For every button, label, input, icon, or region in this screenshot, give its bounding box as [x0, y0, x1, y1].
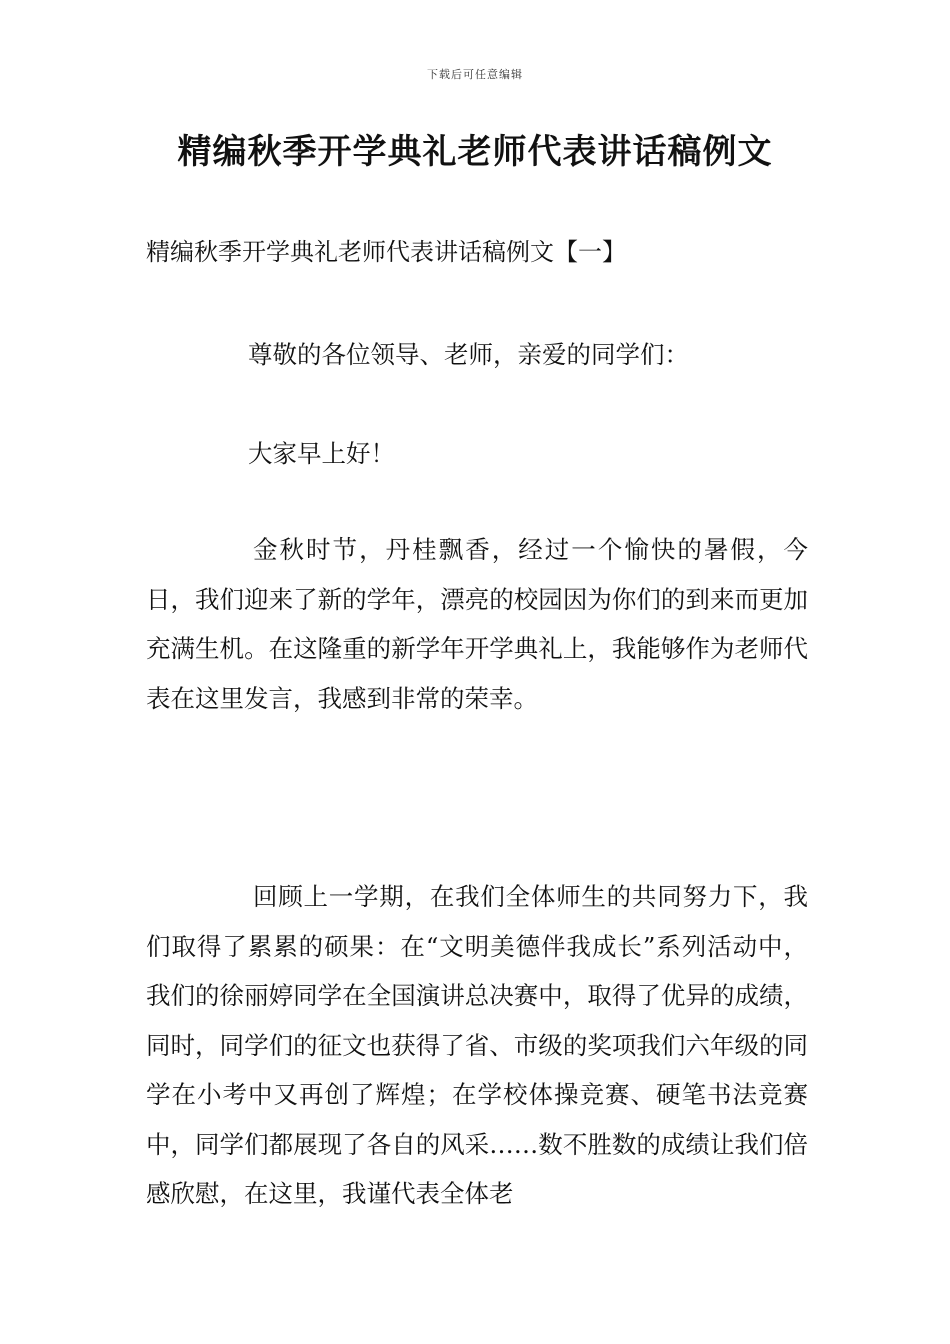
section-title: 精编秋季开学典礼老师代表讲话稿例文【一】: [146, 238, 626, 266]
header-note: 下载后可任意编辑: [427, 68, 523, 81]
paragraph-review: 回顾上一学期，在我们全体师生的共同努力下，我们取得了累累的硕果：在“文明美德伴我成长”系列活动中，我们的徐丽婷同学在全国演讲总决赛中，取得了优异的成绩，同时，同学们的征文也获得了省、市级的奖项我们六年级的同学在小考中又再创了辉煌；在学校体操竞赛、硬笔书法竞赛中，同学们都展现了各自的风采……数不胜数的成绩让我们倍感欣慰，在这里，我谨代表全体老: [146, 882, 808, 1208]
paragraph-opening: 金秋时节，丹桂飘香，经过一个愉快的暑假，今日，我们迎来了新的学年，漂亮的校园因为你们的到来而更加充满生机。在这隆重的新学年开学典礼上，我能够作为老师代表在这里发言，我感到非常的荣幸。: [146, 535, 808, 713]
greeting-line: 大家早上好！: [248, 439, 395, 468]
salutation-line: 尊敬的各位领导、老师，亲爱的同学们：: [248, 340, 689, 369]
document-title: 精编秋季开学典礼老师代表讲话稿例文: [177, 132, 773, 172]
